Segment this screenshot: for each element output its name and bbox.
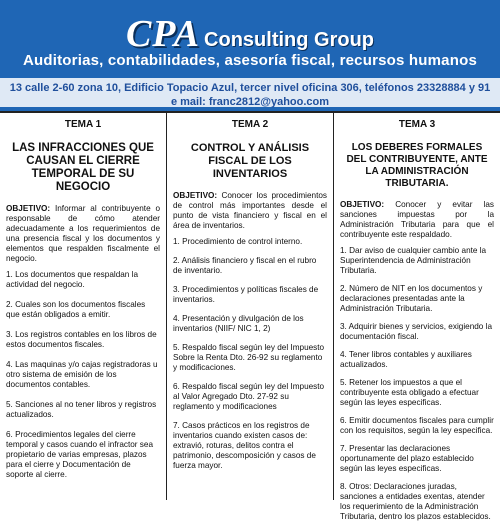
objective-label: OBJETIVO:	[173, 191, 218, 200]
list-item: 3. Los registros contables en los libros de estos documentos fiscales.	[6, 330, 157, 349]
brand-consulting-group: Consulting Group	[204, 29, 375, 51]
objective-label: OBJETIVO:	[340, 200, 385, 209]
topics-columns	[0, 111, 500, 521]
list-item: 6. Emitir documentos fiscales para cumplir con los requisitos, según la ley especifica.	[340, 416, 494, 435]
topic-title: LOS DEBERES FORMALES DEL CONTRIBUYENTE, ANTE LA ADMINISTRACIÓN TRIBUTARIA.	[346, 142, 488, 189]
brand-cpa: CPA	[125, 13, 201, 55]
list-item: 4. Tener libros contables y auxiliares actualizados.	[340, 350, 472, 369]
list-item: 2. Análisis financiero y fiscal en el rubro de inventario.	[173, 256, 317, 275]
list-item: 3. Procedimientos y políticas fiscales de inventarios.	[173, 285, 319, 304]
topic-title: LAS INFRACCIONES QUE CAUSAN EL CIERRE TEMPORAL DE SU NEGOCIO	[12, 142, 154, 193]
list-item: 1. Los documentos que respaldan la actividad del negocio.	[6, 270, 138, 289]
email-line: e mail: franc2812@yahoo.com	[170, 96, 330, 108]
list-item: 1. Procedimiento de control interno.	[173, 237, 303, 246]
objective-text: Conocer los procedimientos de control más importantes desde el punto de vista financiero y fiscal en el área de inventarios.	[173, 191, 327, 230]
topic-column-3	[334, 113, 500, 521]
topic-number: TEMA 2	[231, 119, 269, 130]
list-item: 6. Respaldo fiscal según ley del Impuesto al Valor Agregado Dto. 27-92 su reglamento y modificaciones	[173, 382, 325, 411]
list-item: 4. Presentación y divulgación de los inventarios (NIIF/ NIC 1, 2)	[173, 314, 304, 333]
address-line: 13 calle 2-60 zona 10, Edificio Topacio Azul, tercer nivel oficina 306, teléfonos 23328884 y 91	[9, 82, 491, 94]
objective	[173, 191, 327, 231]
list-item: 4. Las maquinas y/o cajas registradoras u otro sistema de emisión de los documentos contables.	[6, 360, 158, 389]
objective	[340, 200, 494, 240]
topic-number: TEMA 3	[398, 119, 436, 130]
list-item: 5. Respaldo fiscal según ley del Impuesto Sobre la Renta Dto. 26-92 su reglamento y modificaciones.	[173, 343, 325, 372]
topic-title: CONTROL Y ANÁLISIS FISCAL DE LOS INVENTARIOS	[190, 142, 310, 180]
list-item: 7. Casos prácticos en los registros de inventarios cuando existen casos de: extravió, roturas, delitos contra el patrimonio, descomposición y casos de fuerza mayor.	[173, 421, 316, 470]
list-item: 1. Dar aviso de cualquier cambio ante la Superintendencia de Administración Tributaria.	[340, 246, 487, 275]
brand-logo	[0, 12, 500, 56]
address-bar	[0, 78, 500, 111]
objective-text: Informar al contribuyente o responsable de cómo atender adecuadamente a los requerimientos de una presencia fiscal y los documentos y elementos que respalden fiscalmente el negocio.	[6, 204, 160, 263]
list-item: 2. Número de NIT en los documentos y declaraciones presentadas ante la Administración Tributaria.	[340, 284, 483, 313]
list-item: 6. Procedimientos legales del cierre temporal y casos cuando el infractor sea propietario de varias empresas, plazos para el cierre y Documentación de soporte al cierre.	[6, 430, 153, 479]
topic-column-2	[167, 113, 333, 502]
list-item: 5. Sanciones al no tener libros y registros actualizados.	[6, 400, 157, 419]
topic-number: TEMA 1	[64, 119, 102, 130]
list-item: 3. Adquirir bienes y servicios, exigiendo la documentación fiscal.	[340, 322, 493, 341]
objective	[6, 204, 160, 264]
column-divider	[166, 111, 167, 500]
tagline: Auditorias, contabilidades, asesoría fiscal, recursos humanos	[22, 52, 477, 69]
objective-text: Conocer y evitar las sanciones impuestas por la Administración Tributaria para que el contribuyente este respaldado.	[340, 200, 494, 239]
header-banner	[0, 0, 500, 78]
list-item: 7. Presentar las declaraciones oportunamente del plazo establecido según las leyes especificas.	[340, 444, 474, 473]
objective-label: OBJETIVO:	[6, 204, 51, 213]
topic-column-1	[0, 113, 166, 502]
column-divider	[333, 111, 334, 500]
list-item: 8. Otros: Declaraciones juradas, sanciones a entidades exentas, atender los requerimiento de la Administración Tributaria, dentro los plazos establecidos.	[340, 482, 491, 521]
list-item: 5. Retener los impuestos a que el contribuyente esta obligado a efectuar según las leyes especificas.	[340, 378, 479, 407]
list-item: 2. Cuales son los documentos fiscales que están obligados a emitir.	[6, 300, 146, 319]
